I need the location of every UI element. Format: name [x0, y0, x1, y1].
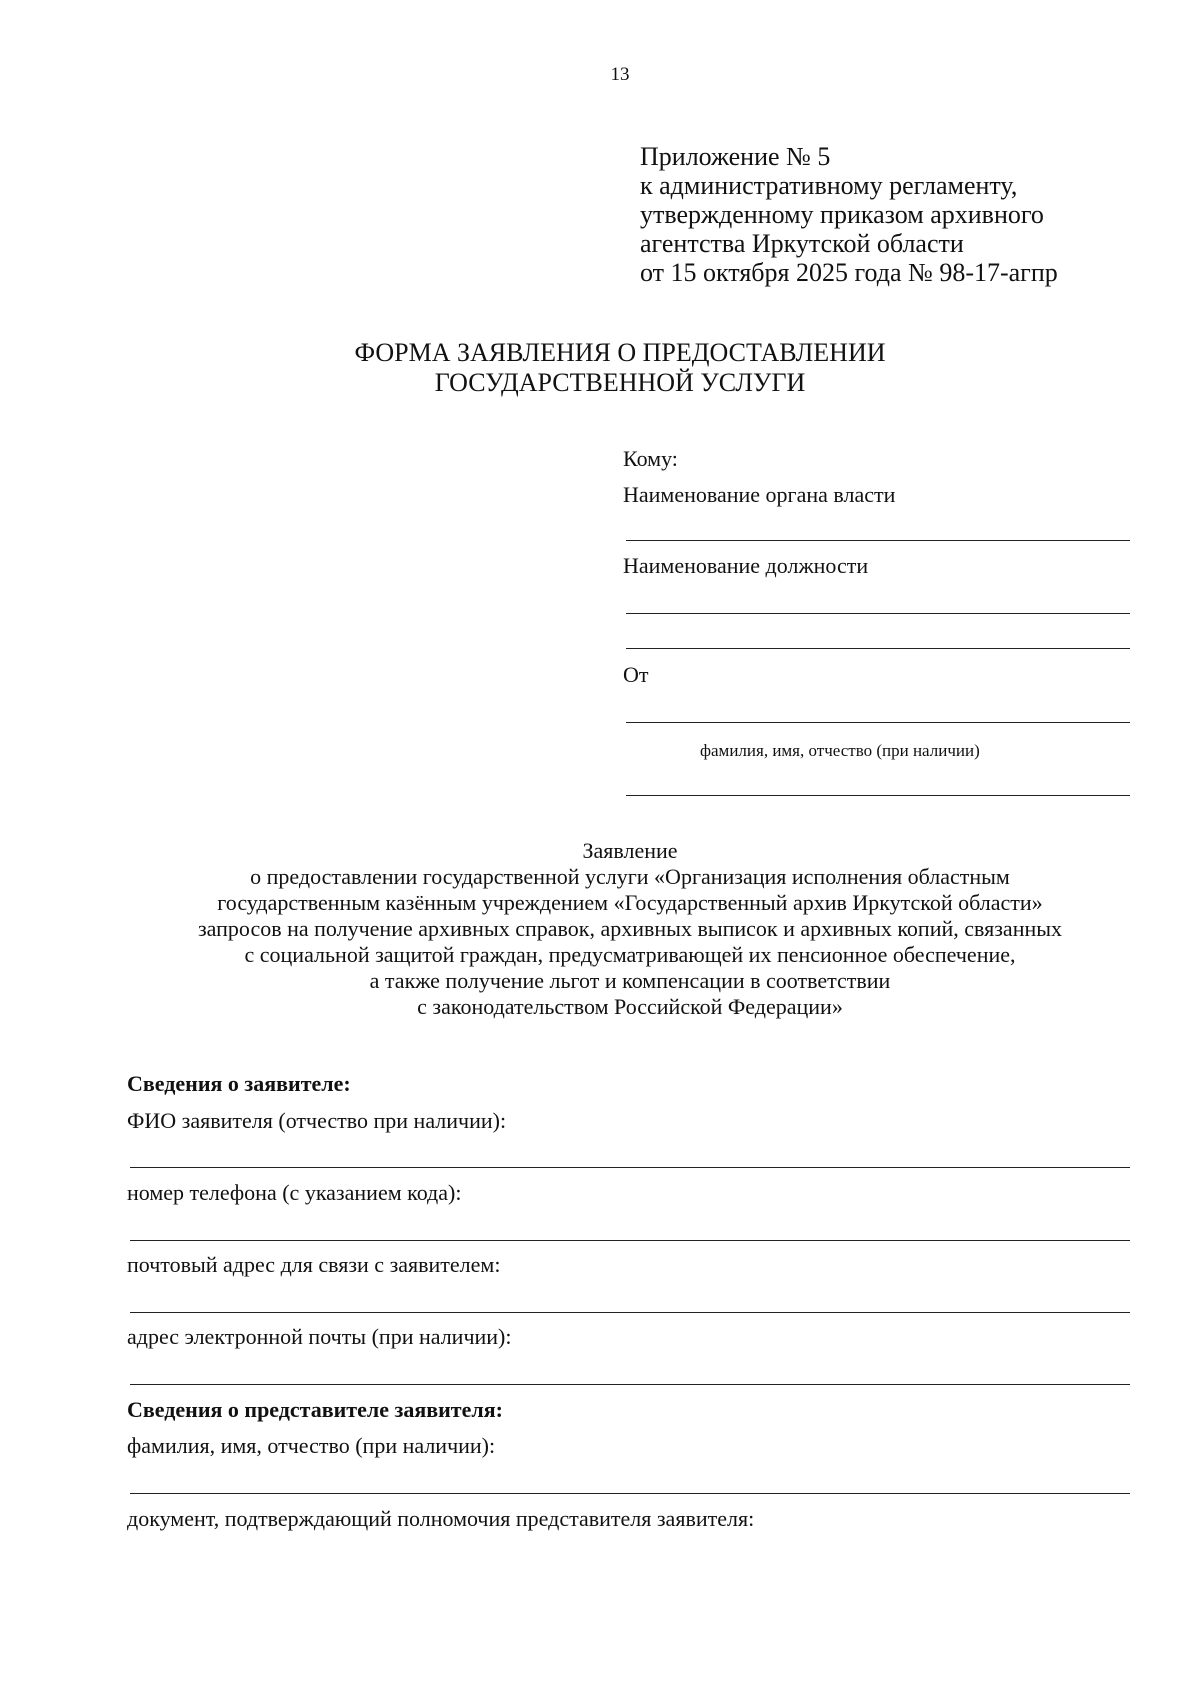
application-title-line: а также получение льгот и компенсации в соответствии: [369, 968, 891, 993]
annex-line: утвержденному приказом архивного: [640, 200, 1044, 229]
position-field-line-2[interactable]: [626, 648, 1130, 649]
applicant-email-field-line[interactable]: [130, 1384, 1130, 1385]
applicant-fio-label: ФИО заявителя (отчество при наличии):: [127, 1108, 507, 1133]
annex-block: [640, 142, 1058, 287]
application-title: [130, 838, 1130, 1020]
form-title-line: ГОСУДАРСТВЕННОЙ УСЛУГИ: [434, 368, 806, 397]
annex-line: Приложение № 5: [640, 142, 831, 171]
authority-label: Наименование органа власти: [623, 482, 896, 507]
to-label: Кому:: [623, 446, 678, 471]
application-title-line: с законодательством Российской Федерации»: [417, 994, 843, 1019]
form-title: [320, 338, 920, 398]
applicant-postal-field-line[interactable]: [130, 1312, 1130, 1313]
page-number: 13: [610, 64, 630, 85]
from-label: От: [623, 662, 649, 687]
annex-line: агентства Иркутской области: [640, 229, 964, 258]
applicant-fio-field-line[interactable]: [130, 1167, 1130, 1168]
representative-fio-label: фамилия, имя, отчество (при наличии):: [127, 1433, 496, 1458]
application-title-line: государственным казённым учреждением «Государственный архив Иркутской области»: [217, 890, 1043, 915]
from-field-line-2[interactable]: [626, 795, 1130, 796]
representative-fio-field-line[interactable]: [130, 1493, 1130, 1494]
applicant-postal-label: почтовый адрес для связи с заявителем:: [127, 1252, 501, 1277]
application-title-line: запросов на получение архивных справок, архивных выписок и архивных копий, связанных: [197, 916, 1063, 941]
authority-field-line[interactable]: [626, 540, 1130, 541]
application-title-line: с социальной защитой граждан, предусматривающей их пенсионное обеспечение,: [244, 942, 1016, 967]
annex-line: к административному регламенту,: [640, 171, 1018, 200]
application-title-line: о предоставлении государственной услуги «Организация исполнения областным: [250, 864, 1010, 889]
applicant-email-label: адрес электронной почты (при наличии):: [127, 1324, 512, 1349]
application-title-line: Заявление: [582, 838, 678, 863]
representative-document-label: документ, подтверждающий полномочия представителя заявителя:: [127, 1506, 755, 1531]
annex-line: от 15 октября 2025 года № 98-17-агпр: [640, 258, 1058, 287]
form-title-line: ФОРМА ЗАЯВЛЕНИЯ О ПРЕДОСТАВЛЕНИИ: [354, 338, 886, 367]
from-field-line[interactable]: [626, 722, 1130, 723]
position-label: Наименование должности: [623, 553, 869, 578]
applicant-phone-label: номер телефона (с указанием кода):: [127, 1180, 462, 1205]
representative-heading: Сведения о представителе заявителя:: [127, 1397, 503, 1422]
from-fio-hint: фамилия, имя, отчество (при наличии): [700, 741, 980, 760]
position-field-line[interactable]: [626, 613, 1130, 614]
applicant-phone-field-line[interactable]: [130, 1240, 1130, 1241]
applicant-heading: Сведения о заявителе:: [127, 1071, 351, 1096]
